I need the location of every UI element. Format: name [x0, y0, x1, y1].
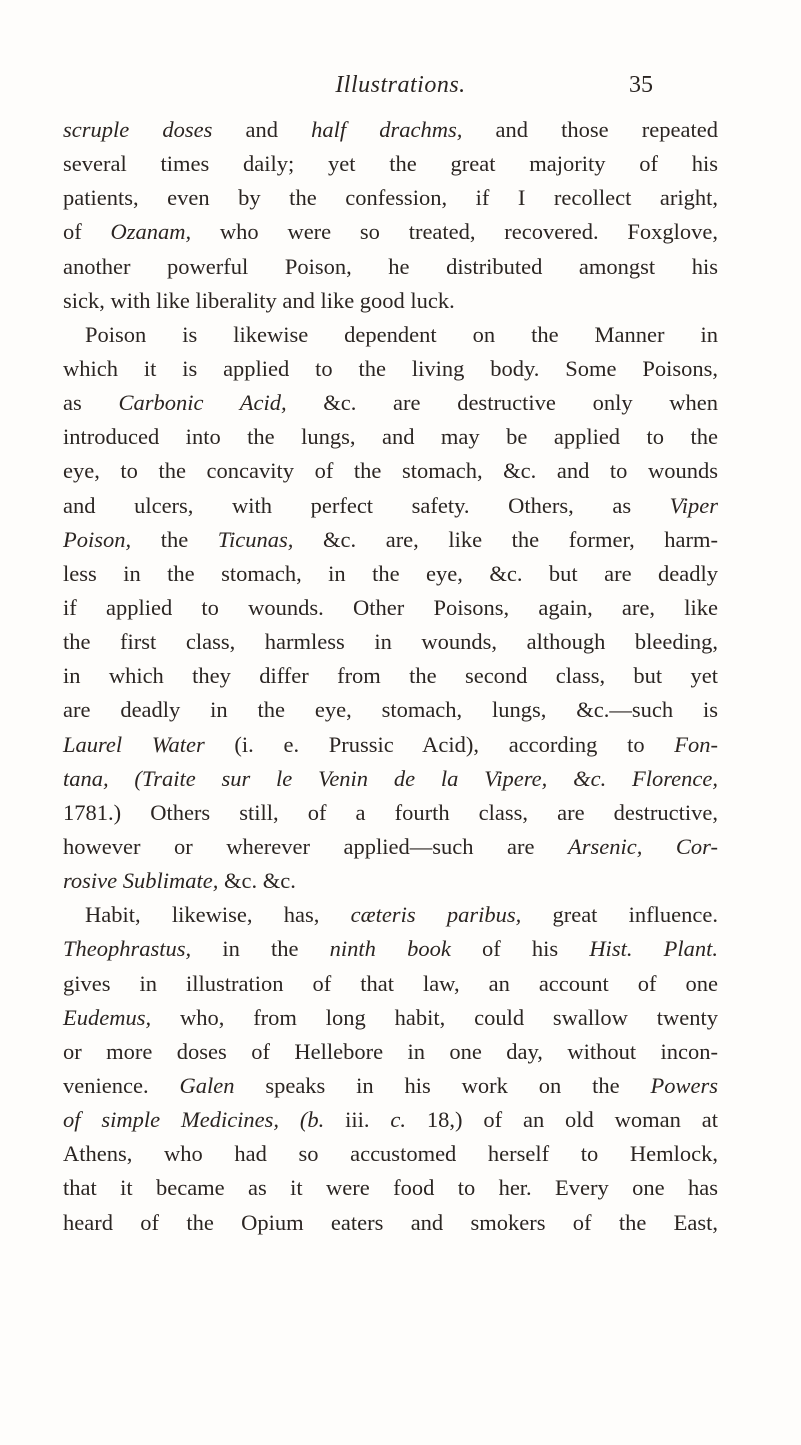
text-line: another powerful Poison, he distributed amongst his: [63, 253, 718, 279]
text-line: venience. Galen speaks in his work on the Powers: [63, 1072, 718, 1098]
text-line: patients, even by the confession, if I recollect aright,: [63, 185, 718, 211]
text-line: or more doses of Hellebore in one day, without incon-: [63, 1038, 718, 1064]
text-line: Habit, likewise, has, cæteris paribus, great influence.: [85, 902, 719, 928]
text-line: several times daily; yet the great majority of his: [63, 151, 718, 177]
text-line: tana, (Traite sur le Venin de la Vipere, &c. Florence,: [63, 765, 718, 791]
text-line: eye, to the concavity of the stomach, &c. and to wounds: [63, 458, 718, 484]
text-line: heard of the Opium eaters and smokers of the East,: [63, 1209, 718, 1235]
text-line: as Carbonic Acid, &c. are destructive only when: [63, 390, 719, 416]
text-line: and ulcers, with perfect safety. Others, as Viper: [63, 492, 718, 518]
text-line: of simple Medicines, (b. iii. c. 18,) of an old woman at: [63, 1107, 718, 1133]
text-line: of Ozanam, who were so treated, recovered. Foxglove,: [63, 219, 718, 245]
text-line: Poison, the Ticunas, &c. are, like the former, harm-: [63, 526, 718, 552]
page-number: 35: [629, 72, 653, 98]
text-line: scruple doses and half drachms, and those repeated: [63, 117, 718, 142]
text-line: in which they differ from the second class, but yet: [63, 663, 718, 689]
text-line: if applied to wounds. Other Poisons, again, are, like: [63, 594, 718, 620]
text-line: the first class, harmless in wounds, although bleeding,: [63, 629, 718, 655]
text-line: however or wherever applied—such are Arsenic, Cor-: [63, 833, 718, 859]
running-title: Illustrations.: [335, 72, 466, 98]
text-line: which it is applied to the living body. Some Poisons,: [63, 355, 718, 381]
text-line: less in the stomach, in the eye, &c. but are deadly: [63, 560, 718, 586]
text-line: Laurel Water (i. e. Prussic Acid), according to Fon-: [63, 731, 718, 757]
text-line: that it became as it were food to her. Every one has: [63, 1175, 718, 1201]
text-line: sick, with like liberality and like good luck.: [63, 287, 455, 313]
text-line: are deadly in the eye, stomach, lungs, &c.—such is: [63, 697, 718, 723]
text-line: Eudemus, who, from long habit, could swallow twenty: [63, 1004, 718, 1030]
text-line: Poison is likewise dependent on the Manner in: [85, 321, 718, 347]
text-line: gives in illustration of that law, an account of one: [63, 970, 718, 996]
text-line: Athens, who had so accustomed herself to Hemlock,: [63, 1141, 718, 1167]
text-line: 1781.) Others still, of a fourth class, are destructive,: [63, 799, 718, 825]
text-line: rosive Sublimate, &c. &c.: [63, 868, 296, 894]
text-line: introduced into the lungs, and may be applied to the: [63, 424, 718, 450]
body-text: [63, 113, 718, 1240]
text-line: Theophrastus, in the ninth book of his Hist. Plant.: [63, 936, 718, 962]
